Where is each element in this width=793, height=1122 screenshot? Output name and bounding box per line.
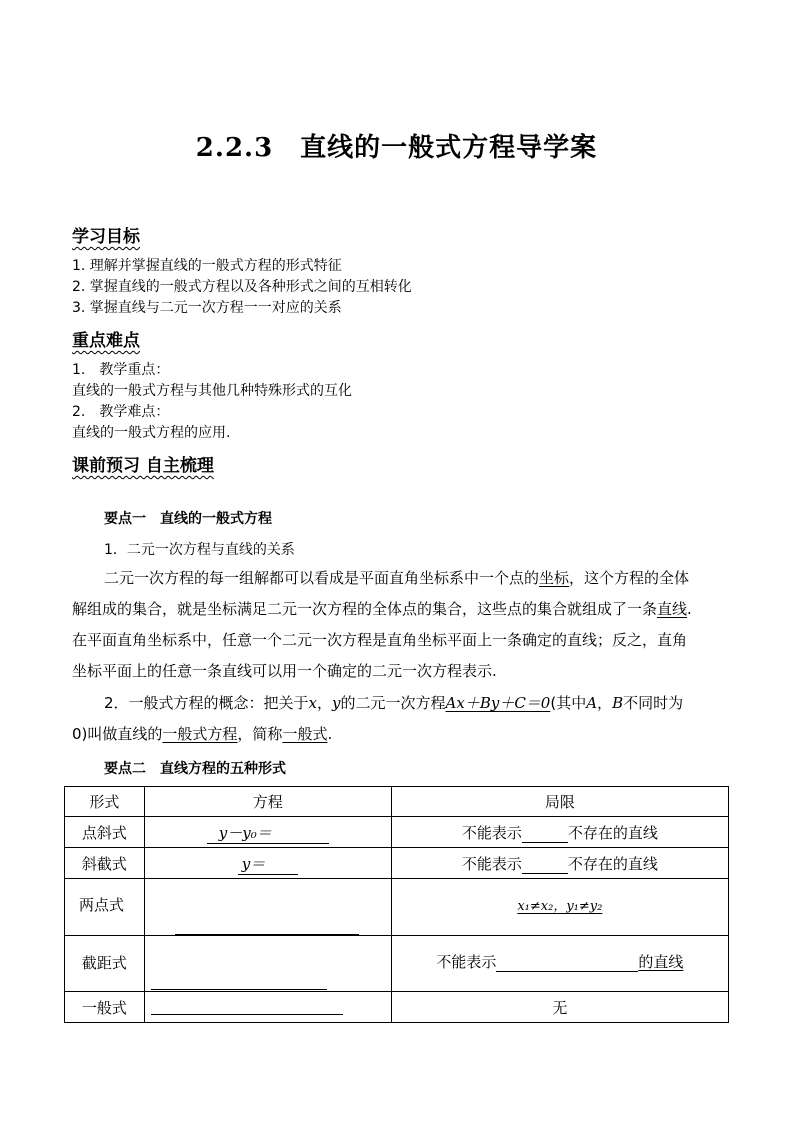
equation-cell — [144, 848, 391, 879]
focus-label: 1. 教学重点： — [72, 362, 170, 378]
para2-line1: 2．一般式方程的概念：把关于x，y的二元一次方程Ax＋By＋C＝0(其中A，B不同时为 — [104, 694, 684, 712]
table-header-row — [65, 787, 729, 817]
header-form: 形式 — [65, 787, 145, 817]
para1-line4: 坐标平面上的任意一条直线可以用一个确定的二元一次方程表示. — [72, 662, 497, 680]
limit-cell: 不能表示 不存在的直线 — [391, 848, 728, 879]
blank — [522, 842, 568, 843]
form-cell: 截距式 — [65, 936, 145, 992]
blank — [496, 971, 638, 972]
limit-cell: 不能表示 不存在的直线 — [391, 817, 728, 848]
table-row — [65, 992, 729, 1023]
equation-blank — [151, 988, 327, 990]
equation-blank — [151, 998, 343, 1015]
page-title: 2.2.3 直线的一般式方程导学案 — [195, 133, 598, 163]
form-cell: 点斜式 — [65, 817, 145, 848]
goal-item: 3. 掌握直线与二元一次方程一一对应的关系 — [72, 300, 342, 316]
point2-title: 要点二 直线方程的五种形式 — [104, 761, 286, 777]
header-limit: 局限 — [391, 787, 728, 817]
forms-table — [64, 786, 729, 1023]
equation-cell — [144, 936, 391, 992]
equation-blank: y－y₀＝ — [207, 822, 329, 844]
para1-line2: 解组成的集合，就是坐标满足二元一次方程的全体点的集合，这些点的集合就组成了一条直线. — [72, 600, 692, 618]
header-equation: 方程 — [144, 787, 391, 817]
equation-blank — [175, 933, 359, 935]
para1-line3: 在平面直角坐标系中，任意一个二元一次方程是直角坐标平面上一条确定的直线；反之，直角 — [72, 631, 688, 649]
difficulty-label: 2. 教学难点： — [72, 404, 170, 420]
table-row — [65, 848, 729, 879]
limit-cell: 无 — [391, 992, 728, 1023]
equation-cell — [144, 879, 391, 936]
limit-cell: x₁≠x₂，y₁≠y₂ — [391, 879, 728, 936]
blank — [522, 873, 568, 874]
focus-text: 直线的一般式方程与其他几种特殊形式的互化 — [72, 383, 352, 399]
para1-line1: 二元一次方程的每一组解都可以看成是平面直角坐标系中一个点的坐标，这个方程的全体 — [104, 569, 690, 587]
goals-heading: 学习目标 — [72, 227, 140, 247]
para2-line2: 0)叫做直线的一般式方程，简称一般式. — [72, 725, 333, 743]
form-cell: 一般式 — [65, 992, 145, 1023]
form-cell: 两点式 — [65, 879, 145, 936]
table-row — [65, 879, 729, 936]
preview-heading: 课前预习 自主梳理 — [72, 456, 214, 476]
keypoints-heading: 重点难点 — [72, 331, 140, 351]
equation-cell — [144, 992, 391, 1023]
equation-cell — [144, 817, 391, 848]
goal-item: 1. 理解并掌握直线的一般式方程的形式特征 — [72, 258, 342, 274]
equation-blank: y＝ — [238, 853, 298, 875]
goal-item: 2. 掌握直线的一般式方程以及各种形式之间的互相转化 — [72, 279, 412, 295]
limit-cell: 不能表示 的直线 — [391, 936, 728, 992]
table-row — [65, 936, 729, 992]
point1-title: 要点一 直线的一般式方程 — [104, 511, 272, 527]
sub1-title: 1．二元一次方程与直线的关系 — [104, 542, 295, 558]
difficulty-text: 直线的一般式方程的应用. — [72, 425, 231, 441]
form-cell: 斜截式 — [65, 848, 145, 879]
table-row — [65, 817, 729, 848]
